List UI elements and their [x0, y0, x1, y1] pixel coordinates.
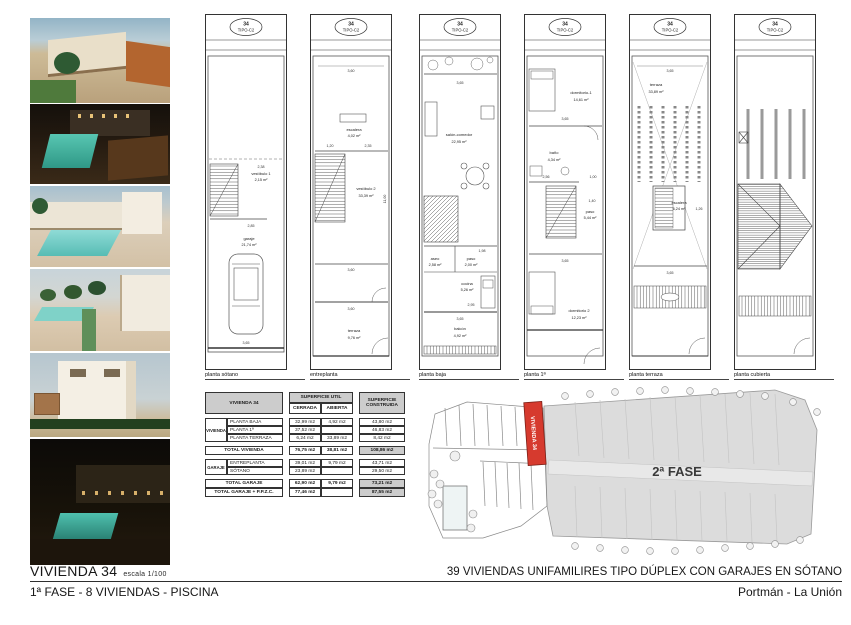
room-area: 5,44 m²	[583, 216, 597, 220]
val-construida: 29,50 m2	[359, 467, 405, 475]
room-label: garaje	[243, 236, 255, 241]
room-area: 4,92 m²	[453, 334, 467, 338]
room-label: aseo	[430, 256, 440, 261]
room-label: cocina	[461, 281, 473, 286]
dim-label: 1,20	[326, 144, 334, 148]
group-garaje: GARAJE	[205, 459, 227, 475]
floorplan-primera	[524, 14, 606, 386]
render-photo-facade	[30, 353, 170, 437]
dim-label: 1,26	[695, 207, 703, 211]
sheet-title	[30, 563, 167, 579]
title-divider	[30, 581, 842, 582]
badge-number: 34	[348, 21, 354, 28]
badge-number: 34	[243, 21, 249, 28]
hip-roof	[738, 184, 812, 269]
room-area: 12,23 m²	[571, 316, 587, 320]
val-abierta: 33,89 m2	[321, 434, 353, 442]
val-abierta: 9,79 m2	[321, 459, 353, 467]
floorplan-cubierta	[734, 14, 816, 386]
total-vivienda-cerrada: 76,75 m2	[289, 446, 321, 455]
bed-symbol	[529, 272, 555, 314]
render-photo-pool-palms	[30, 269, 170, 351]
door-arc	[794, 338, 810, 354]
bed-symbol	[529, 69, 555, 111]
dim-label: 3,65	[456, 81, 464, 85]
col-abierta: ABIERTA	[321, 403, 353, 414]
room-label: terraza	[649, 82, 663, 87]
room-label: vestíbulo 2	[356, 186, 376, 191]
garden-symbols	[428, 57, 493, 70]
val-cerrada: 37,52 m2	[289, 426, 321, 434]
room-area: 4,34 m²	[547, 158, 561, 162]
total-garaje-cerrada: 62,90 m2	[289, 479, 321, 488]
render-photo-courtyard-pool	[30, 186, 170, 267]
dim-label: 3,60	[347, 69, 355, 73]
render-photo-aerial	[30, 18, 170, 103]
vivienda-34-label: VIVIENDA 34	[528, 415, 538, 451]
total-vivienda-construida: 108,86 m2	[359, 446, 405, 455]
badge-number: 34	[667, 21, 673, 28]
plan-caption: planta terraza	[629, 372, 729, 380]
room-area: 14,61 m²	[573, 98, 589, 102]
plan-caption: planta 1ª	[524, 372, 624, 380]
plan-caption: planta baja	[419, 372, 519, 380]
room-label: dormitorio-1	[570, 90, 592, 95]
pergola-beams	[639, 106, 699, 182]
badge-type: TIPO-C2	[661, 27, 679, 33]
bath-fixture	[530, 166, 542, 176]
val-construida: 46,83 m2	[359, 426, 405, 434]
room-area: 33,89 m²	[648, 90, 664, 94]
floorplan-baja	[419, 14, 501, 386]
project-title: 39 VIVIENDAS UNIFAMILIRES TIPO DÚPLEX CON GARAJES EN SÓTANO	[446, 566, 842, 578]
total-garaje-ppzc-construida: 87,55 m2	[359, 488, 405, 497]
row-label: SÓTANO	[227, 467, 283, 475]
door-arc	[372, 288, 386, 302]
total-vivienda-abierta: 38,81 m2	[321, 446, 353, 455]
stairs	[424, 196, 458, 242]
val-cerrada: 32,99 m2	[289, 418, 321, 426]
badge-type: TIPO-C2	[766, 27, 784, 33]
floorplan-sotano	[205, 14, 287, 386]
dim-label: 3,65	[561, 259, 569, 263]
total-vivienda-label: TOTAL VIVIENDA	[205, 446, 283, 455]
site-plan	[425, 386, 845, 558]
dining-table-symbol	[461, 163, 489, 189]
total-garaje-ppzc-cerrada: 77,46 m2	[289, 488, 321, 497]
val-abierta	[321, 426, 353, 434]
room-label: escalera	[346, 127, 362, 132]
total-garaje-construida: 73,21 m2	[359, 479, 405, 488]
room-label: escalera	[671, 200, 687, 205]
sofa-symbol	[425, 102, 437, 136]
val-construida: 43,80 m2	[359, 418, 405, 426]
dim-label: 1,98	[478, 249, 486, 253]
door-arc	[689, 338, 705, 354]
plan-caption: planta sótano	[205, 372, 305, 380]
total-garaje-abierta: 9,79 m2	[321, 479, 353, 488]
hatched-strip	[739, 296, 811, 316]
bath-fixture	[561, 167, 569, 175]
floorplan-terraza	[629, 14, 711, 386]
total-garaje-label: TOTAL GARAJE	[205, 479, 283, 488]
room-area: 2,00 m²	[464, 263, 478, 267]
room-area: 33,39 m²	[358, 194, 374, 198]
dim-label: 2,38	[257, 165, 265, 169]
room-label: paso	[466, 256, 476, 261]
room-area: 5,26 m²	[460, 288, 474, 292]
render-photo-night-pool-1	[30, 104, 170, 184]
armchair-symbol	[481, 106, 494, 119]
table-title: VIVIENDA 34	[205, 392, 283, 414]
group-vivienda: VIVIENDA	[205, 418, 227, 442]
badge-type: TIPO-C2	[556, 27, 574, 33]
scale-label: escala 1/100	[123, 571, 167, 578]
dim-label: 11,00	[383, 194, 387, 204]
col-cerrada: CERRADA	[289, 403, 321, 414]
door-arc	[372, 338, 388, 354]
val-construida: 43,71 m2	[359, 459, 405, 467]
row-label: PLANTA TERRAZA	[227, 434, 283, 442]
val-cerrada: 39,01 m2	[289, 459, 321, 467]
badge-number: 34	[457, 21, 463, 28]
badge-number: 34	[772, 21, 778, 28]
surfaces-table	[205, 392, 405, 497]
badge-type: TIPO-C2	[237, 27, 255, 33]
row-label: PLANTA BAJA	[227, 418, 283, 426]
val-abierta	[321, 467, 353, 475]
col-construida: SUPERFICIE CONSTRUIDA	[359, 392, 405, 414]
floorplan-entreplanta	[310, 14, 392, 386]
val-cerrada: 23,89 m2	[289, 467, 321, 475]
badge-type: TIPO-C2	[451, 27, 469, 33]
badge-number: 34	[562, 21, 568, 28]
room-area: 22,95 m²	[451, 140, 467, 144]
dim-label: 3,65	[666, 271, 674, 275]
room-area: 2,15 m²	[254, 178, 268, 182]
room-label: dormitorio 2	[568, 308, 590, 313]
dim-label: 2,95	[467, 303, 475, 307]
location-subtitle: Portmán - La Unión	[737, 585, 842, 599]
balcony-railing	[424, 346, 496, 354]
vivienda-34-highlight	[524, 401, 546, 465]
pergola-beams	[748, 109, 804, 179]
dim-label: 3,65	[561, 117, 569, 121]
dim-label: 3,65	[242, 341, 250, 345]
plan-caption: entreplanta	[310, 372, 410, 380]
phase-subtitle: 1ª FASE - 8 VIVIENDAS - PISCINA	[30, 585, 219, 599]
col-superficie-util: SUPERFICIE UTIL	[289, 392, 353, 403]
car-symbol	[229, 254, 263, 334]
total-garaje-ppzc-label: TOTAL GARAJE + P.P.Z.C.	[205, 488, 283, 497]
dim-label: 3,60	[347, 268, 355, 272]
room-label: paso	[585, 209, 595, 214]
val-cerrada: 6,24 m2	[289, 434, 321, 442]
dim-label: 3,60	[347, 307, 355, 311]
row-label: PLANTA 1ª	[227, 426, 283, 434]
plan-caption: planta cubierta	[734, 372, 834, 380]
val-abierta: 4,92 m2	[321, 418, 353, 426]
val-construida: 8,42 m2	[359, 434, 405, 442]
room-area: 4,02 m²	[347, 134, 361, 138]
room-area: 21,74 m²	[241, 243, 257, 247]
door-arc	[584, 126, 598, 140]
dim-label: 3,65	[456, 317, 464, 321]
dim-label: 2,56	[542, 175, 550, 179]
dim-label: 2,85	[247, 224, 255, 228]
phase2-label: 2ª FASE	[652, 464, 702, 479]
dim-label: 1,40	[588, 199, 596, 203]
room-label: salón-comedor	[445, 132, 473, 137]
dim-label: 1,00	[589, 175, 597, 179]
dim-label: 2,35	[364, 144, 372, 148]
room-label: vestíbulo 1	[251, 171, 271, 176]
row-label: ENTREPLANTA	[227, 459, 283, 467]
render-photo-night-pool-2	[30, 439, 170, 565]
room-label: terraza	[347, 328, 361, 333]
room-area: 2,58 m²	[428, 263, 442, 267]
sheet-title-text: VIVIENDA 34	[30, 563, 118, 579]
room-area: 6,24 m²	[672, 207, 686, 211]
room-label: baño	[549, 150, 559, 155]
badge-type: TIPO-C2	[342, 27, 360, 33]
dim-label: 3,65	[666, 69, 674, 73]
room-area: 9,76 m²	[347, 336, 361, 340]
room-label: balcón	[454, 326, 466, 331]
